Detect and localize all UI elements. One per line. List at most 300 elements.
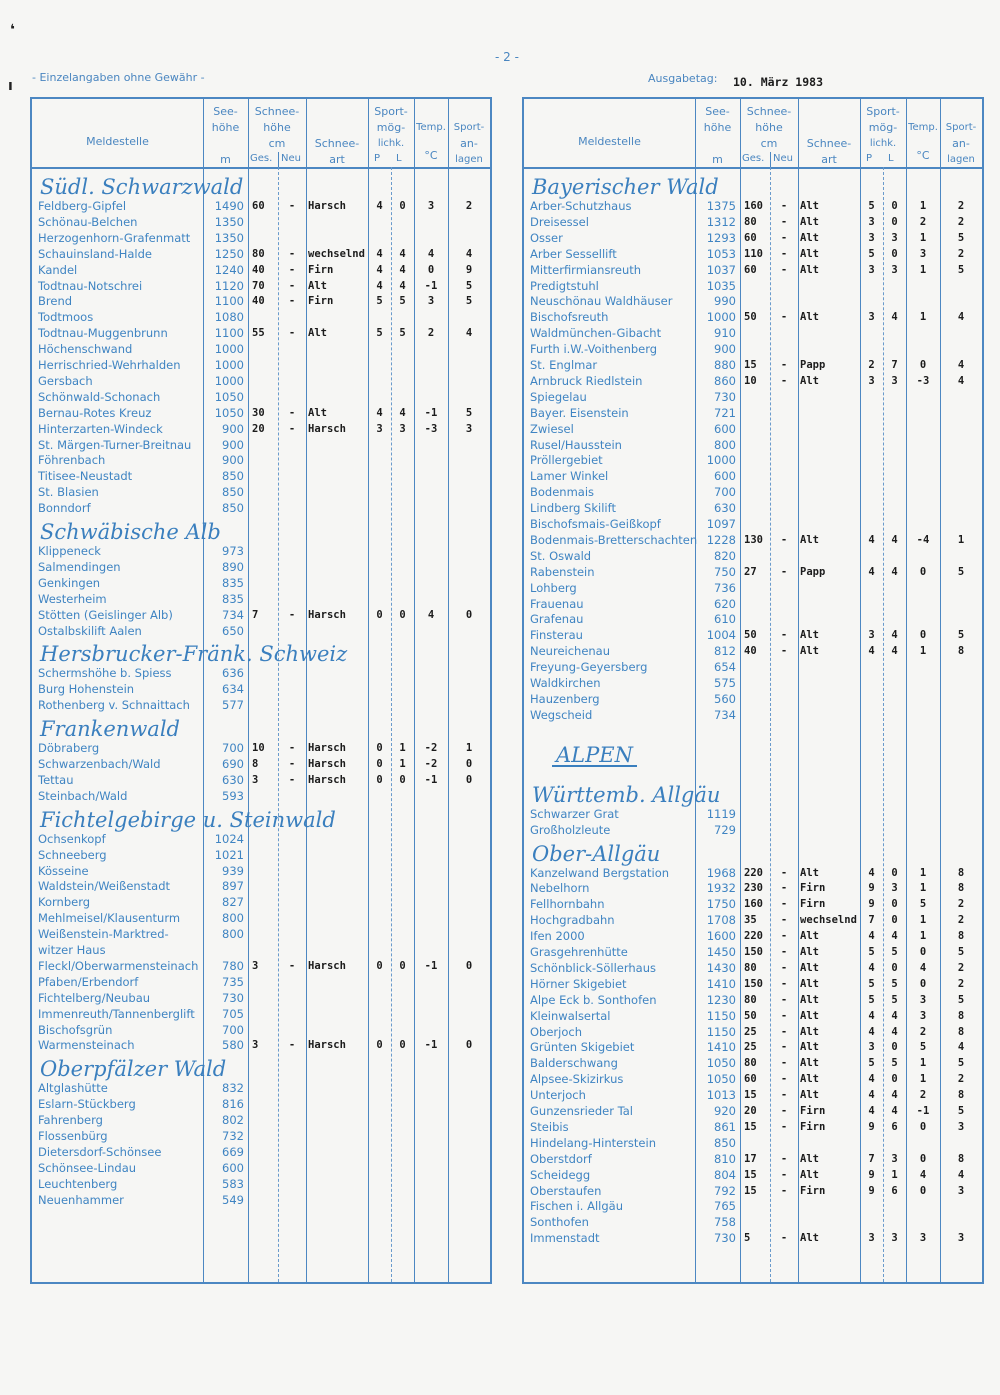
table-row [524, 611, 982, 627]
snow-total: 80 [744, 993, 757, 1006]
temperature: 3 [427, 200, 435, 212]
table-row [524, 468, 982, 484]
station-name: Bischofsmais-Geißkopf [530, 517, 661, 531]
disclaimer: - Einzelangaben ohne Gewähr - [32, 71, 205, 84]
elevation: 730 [222, 990, 244, 1005]
elevation: 1430 [706, 960, 736, 975]
sport-lifts: 3 [957, 1120, 965, 1133]
table-row [524, 1214, 982, 1230]
sport-l: 6 [891, 1184, 898, 1197]
elevation: 1230 [706, 992, 736, 1007]
left-report-table [30, 97, 492, 1284]
sport-lifts: 4 [957, 311, 965, 324]
table-row [32, 623, 490, 639]
table-body [524, 169, 982, 1282]
snow-total: 20 [252, 422, 265, 435]
snow-type: Alt [800, 930, 819, 943]
snow-type: Alt [800, 1089, 819, 1102]
elevation: 734 [714, 707, 736, 722]
elevation: 1053 [706, 246, 736, 261]
sport-lifts: 8 [957, 1025, 965, 1038]
sport-p: 7 [868, 914, 875, 927]
sport-l: 3 [891, 263, 898, 276]
table-row [32, 863, 490, 879]
sport-p: 5 [868, 200, 875, 212]
station-name: Schönsee-Lindau [38, 1160, 137, 1175]
table-row [32, 500, 490, 516]
snow-total: 60 [744, 1073, 757, 1086]
elevation: 1410 [706, 976, 736, 991]
temperature: 0 [919, 1120, 927, 1133]
elevation: 736 [714, 580, 736, 595]
elevation: 1000 [706, 310, 736, 325]
temperature: 1 [919, 263, 927, 276]
station-name: Waldstein/Weißenstadt [38, 879, 171, 894]
header-cell-height [203, 99, 249, 167]
sport-l: 0 [891, 961, 898, 974]
header-text: mög- [376, 121, 406, 134]
table-row [32, 543, 490, 559]
snow-new: - [288, 247, 296, 260]
sport-p: 4 [376, 247, 383, 260]
header-cell-lifts [448, 99, 490, 167]
snow-new: - [288, 608, 296, 621]
sport-lifts: 4 [957, 359, 965, 371]
station-name: Kandel [38, 262, 78, 277]
header-cell-temp [414, 99, 449, 167]
header-cell-station [32, 99, 204, 167]
table-row [524, 659, 982, 675]
table-row [32, 437, 490, 453]
snow-type: Harsch [308, 758, 346, 770]
elevation: 816 [222, 1097, 244, 1112]
snow-total: 150 [744, 977, 763, 990]
header-text: °C [916, 149, 930, 162]
table-row [32, 452, 490, 468]
table-row [32, 293, 490, 309]
elevation: 1375 [706, 199, 736, 213]
snow-type: Alt [308, 327, 327, 340]
header-cell-sport [368, 99, 415, 167]
snow-type: Alt [800, 629, 819, 642]
snow-total: 80 [744, 1057, 757, 1070]
region-heading: Bayerischer Wald [532, 175, 719, 199]
table-row [524, 992, 982, 1008]
region-heading: Hersbrucker-Fränk. Schweiz [40, 642, 348, 667]
station-name: Höchenschwand [38, 342, 133, 357]
elevation: 800 [222, 927, 244, 942]
sport-l: 5 [399, 295, 406, 308]
elevation: 850 [222, 501, 244, 516]
snow-new: - [780, 993, 788, 1006]
snow-total: 110 [744, 247, 763, 260]
header-cell-sport [860, 99, 907, 167]
elevation: 765 [714, 1199, 736, 1214]
table-row [524, 691, 982, 707]
table-row [524, 548, 982, 564]
sport-p: 3 [868, 1041, 875, 1054]
table-row [524, 214, 982, 230]
station-name: Fahrenberg [38, 1113, 103, 1128]
table-row [32, 278, 490, 294]
snow-new: - [780, 977, 788, 990]
elevation: 780 [222, 958, 244, 973]
region-heading: Fichtelgebirge u. Steinwald [40, 807, 336, 832]
elevation: 732 [222, 1129, 244, 1143]
station-name: Gersbach [38, 373, 93, 388]
table-row [524, 1183, 982, 1199]
sport-l: 7 [891, 359, 898, 371]
sport-lifts: 2 [957, 247, 965, 260]
snow-new: - [780, 1184, 788, 1197]
sport-lifts: 5 [957, 1057, 965, 1070]
sport-lifts: 3 [465, 422, 473, 435]
header-sub-l: L [888, 153, 894, 164]
sport-l: 0 [399, 959, 406, 972]
temperature: 2 [919, 1025, 927, 1038]
table-row [524, 230, 982, 246]
sport-p: 3 [868, 263, 875, 276]
elevation: 583 [222, 1176, 244, 1191]
elevation: 1150 [706, 1008, 736, 1023]
station-name: Schönblick-Söllerhaus [530, 960, 657, 975]
temperature: 0 [919, 629, 927, 642]
station-name: Gunzensrieder Tal [530, 1104, 634, 1118]
table-row [524, 928, 982, 944]
table-row [32, 1144, 490, 1160]
station-name: Herrischried-Wehrhalden [38, 358, 181, 372]
station-name: Todtnau-Notschrei [38, 278, 143, 293]
snow-type: Firn [308, 295, 334, 308]
snow-total: 30 [252, 406, 265, 419]
header-text: m [220, 153, 231, 166]
station-name: St. Blasien [38, 485, 99, 500]
snow-new: - [780, 359, 788, 371]
sport-l: 1 [399, 742, 406, 755]
snow-total: 230 [744, 882, 763, 895]
table-row [524, 564, 982, 580]
temperature: -1 [424, 406, 438, 419]
table-row [524, 596, 982, 612]
snow-new: - [780, 533, 788, 546]
temperature: 0 [919, 946, 927, 958]
sport-p: 5 [868, 977, 875, 990]
temperature: -4 [916, 533, 930, 546]
station-name: Freyung-Geyersberg [530, 660, 648, 675]
table-row [524, 1230, 982, 1246]
sport-p: 3 [868, 231, 875, 244]
sport-lifts: 5 [465, 279, 473, 292]
sport-lifts: 4 [957, 1168, 965, 1181]
table-row [32, 878, 490, 894]
region-heading: Württemb. Allgäu [532, 782, 721, 807]
table-row [524, 822, 982, 838]
station-name: Schermshöhe b. Spiess [38, 666, 172, 681]
snow-type: Alt [800, 1232, 819, 1245]
sport-lifts: 2 [957, 898, 965, 911]
table-row [524, 484, 982, 500]
elevation: 577 [222, 698, 244, 713]
header-cell-station [524, 99, 696, 167]
header-text: höhe [263, 121, 291, 134]
station-name: Alpe Eck b. Sonthofen [530, 992, 657, 1007]
station-name: Eslarn-Stückberg [38, 1097, 136, 1112]
temperature: -1 [424, 959, 438, 972]
snow-type: Alt [800, 1025, 819, 1038]
header-sub-snow [248, 152, 306, 167]
snow-new: - [780, 1232, 788, 1245]
header-sub-sport [860, 152, 906, 167]
elevation: 900 [714, 342, 736, 357]
table-row [32, 1128, 490, 1144]
table-row [524, 880, 982, 896]
header-sub-p: P [374, 153, 381, 164]
snow-type: Firn [308, 263, 334, 276]
sport-l: 4 [891, 1025, 898, 1038]
region-heading: Schwäbische Alb [40, 520, 221, 544]
sport-l: 5 [891, 1057, 898, 1070]
temperature: -3 [916, 374, 930, 387]
sport-lifts: 0 [465, 608, 473, 621]
table-row [32, 942, 490, 958]
station-name: Altglashütte [38, 1081, 108, 1096]
elevation: 1050 [706, 1056, 736, 1071]
table-row [32, 1096, 490, 1112]
elevation: 1228 [706, 532, 736, 547]
station-name: Grafenau [530, 612, 584, 627]
sport-p: 3 [376, 422, 383, 435]
elevation: 804 [714, 1167, 736, 1182]
snow-new: - [780, 882, 788, 895]
snow-total: 60 [744, 231, 757, 244]
elevation: 900 [222, 437, 244, 452]
table-header [524, 99, 982, 169]
elevation: 729 [714, 822, 736, 837]
snow-new: - [780, 1073, 788, 1086]
table-row [524, 1119, 982, 1135]
sport-lifts: 0 [465, 758, 473, 770]
station-name: Waldmünchen-Gibacht [530, 326, 662, 341]
elevation: 1600 [706, 929, 736, 944]
margin-mark-top: ❛ [10, 22, 15, 38]
table-row [524, 912, 982, 928]
snow-type: Alt [800, 1057, 819, 1070]
sport-lifts: 5 [957, 231, 965, 244]
elevation: 650 [222, 623, 244, 638]
sport-lifts: 8 [957, 930, 965, 943]
elevation: 860 [714, 373, 736, 388]
header-text: Sport- [945, 122, 977, 133]
sport-lifts: 1 [465, 742, 473, 755]
station-name: Neureichenau [530, 644, 611, 659]
station-name: Rothenberg v. Schnaittach [38, 698, 190, 713]
header-text: art [821, 153, 837, 166]
sport-p: 4 [376, 263, 383, 276]
elevation: 700 [222, 741, 244, 756]
table-row [524, 389, 982, 405]
snow-type: Alt [800, 993, 819, 1006]
header-text: See- [213, 105, 238, 118]
temperature: 5 [919, 1041, 927, 1054]
elevation: 1097 [706, 517, 736, 531]
snow-new: - [780, 898, 788, 911]
table-row [524, 944, 982, 960]
elevation: 850 [714, 1135, 736, 1150]
snow-total: 15 [744, 1089, 757, 1102]
temperature: 4 [919, 1168, 927, 1181]
station-name: witzer Haus [38, 943, 106, 957]
temperature: 0 [919, 1184, 927, 1197]
station-name: Fellhornbahn [530, 897, 605, 912]
elevation: 880 [714, 358, 736, 372]
station-name: St. Märgen-Turner-Breitnau [38, 437, 192, 452]
table-row [524, 293, 982, 309]
sport-lifts: 8 [957, 1089, 965, 1102]
sport-p: 0 [376, 758, 383, 770]
sport-l: 3 [891, 1232, 898, 1245]
elevation: 1100 [214, 294, 244, 309]
header-text: art [329, 153, 345, 166]
snow-type: Firn [800, 1120, 826, 1133]
sport-p: 0 [376, 959, 383, 972]
table-row [32, 926, 490, 942]
elevation: 730 [714, 1231, 736, 1246]
table-row [524, 325, 982, 341]
elevation: 750 [714, 564, 736, 579]
table-row [32, 405, 490, 421]
snow-new: - [780, 263, 788, 276]
snow-total: 150 [744, 946, 763, 958]
station-name: Ostalbskilift Aalen [38, 623, 142, 638]
snow-new: - [288, 1039, 296, 1052]
elevation: 1024 [214, 831, 244, 846]
header-text: höhe [211, 121, 240, 134]
sport-l: 5 [891, 946, 898, 958]
elevation: 1035 [706, 278, 736, 293]
snow-type: Alt [800, 1009, 819, 1022]
snow-new: - [288, 773, 296, 786]
table-row [32, 1022, 490, 1038]
station-name: Steinbach/Wald [38, 788, 128, 803]
snow-type: Alt [800, 1073, 819, 1086]
temperature: 0 [919, 977, 927, 990]
table-row [32, 325, 490, 341]
sport-p: 7 [868, 1152, 875, 1165]
station-name: Neuschönau Waldhäuser [530, 294, 673, 309]
snow-total: 50 [744, 1009, 757, 1022]
header-text: lichk. [377, 138, 405, 149]
table-row [32, 246, 490, 262]
elevation: 850 [222, 469, 244, 484]
header-text: Schnee- [314, 137, 360, 150]
table-row [32, 831, 490, 847]
temperature: 1 [919, 866, 927, 879]
snow-new: - [780, 1152, 788, 1165]
station-name: Hauzenberg [530, 691, 600, 706]
elevation: 1119 [706, 806, 736, 821]
table-row [32, 484, 490, 500]
sport-l: 0 [891, 1073, 898, 1086]
station-name: Ifen 2000 [530, 929, 585, 944]
sport-l: 5 [891, 993, 898, 1006]
header-text: an- [460, 137, 478, 150]
station-name: Dietersdorf-Schönsee [38, 1144, 162, 1159]
station-name: Hörner Skigebiet [530, 976, 627, 991]
snow-total: 7 [252, 608, 259, 621]
header-cell-temp [906, 99, 941, 167]
table-row [32, 575, 490, 591]
sport-lifts: 2 [957, 961, 965, 974]
sport-p: 5 [868, 946, 875, 958]
elevation: 610 [714, 612, 736, 627]
elevation: 1004 [706, 628, 736, 643]
station-name: Lindberg Skilift [530, 501, 616, 516]
station-name: Kanzelwand Bergstation [530, 865, 670, 880]
snow-new: - [780, 215, 788, 228]
sport-l: 4 [891, 1105, 898, 1117]
sport-p: 5 [376, 327, 383, 340]
station-name: Pröllergebiet [530, 453, 603, 468]
sport-l: 6 [891, 1120, 898, 1133]
snow-type: Alt [800, 946, 819, 958]
table-row [524, 675, 982, 691]
station-name: Bonndorf [38, 501, 91, 516]
elevation: 792 [714, 1183, 736, 1198]
table-row [524, 1135, 982, 1151]
header-sub-new: Neu [773, 153, 793, 164]
elevation: 1000 [214, 358, 244, 372]
table-row [32, 990, 490, 1006]
station-name: Hinterzarten-Windeck [38, 421, 163, 436]
table-row [524, 421, 982, 437]
table-row [32, 1192, 490, 1208]
elevation: 654 [714, 660, 736, 675]
elevation: 620 [714, 596, 736, 611]
station-name: Immenstadt [530, 1231, 600, 1246]
table-row [524, 627, 982, 643]
table-row [524, 1071, 982, 1087]
station-name: Lamer Winkel [530, 469, 609, 484]
elevation: 939 [222, 863, 244, 878]
table-row [32, 1160, 490, 1176]
sport-lifts: 8 [957, 1152, 965, 1165]
snow-total: 40 [252, 263, 265, 276]
station-name: Schneeberg [38, 847, 107, 862]
sport-p: 4 [868, 961, 875, 974]
temperature: 2 [427, 327, 435, 340]
table-row [32, 607, 490, 623]
snow-new: - [780, 1120, 788, 1133]
sport-l: 4 [891, 629, 898, 642]
snow-type: Alt [800, 961, 819, 974]
table-row [524, 1039, 982, 1055]
sport-p: 4 [868, 1073, 875, 1086]
snow-new: - [780, 374, 788, 387]
sport-lifts: 5 [465, 295, 473, 308]
table-row [524, 865, 982, 881]
station-name: Rabenstein [530, 564, 595, 579]
temperature: 4 [919, 961, 927, 974]
snow-type: Alt [800, 533, 819, 546]
snow-new: - [288, 327, 296, 340]
sport-l: 5 [399, 327, 406, 340]
snow-total: 25 [744, 1025, 757, 1038]
elevation: 1120 [214, 278, 244, 293]
sport-l: 4 [399, 247, 406, 260]
sport-lifts: 5 [957, 993, 965, 1006]
station-name: Bayer. Eisenstein [530, 405, 629, 420]
snow-type: Alt [800, 977, 819, 990]
